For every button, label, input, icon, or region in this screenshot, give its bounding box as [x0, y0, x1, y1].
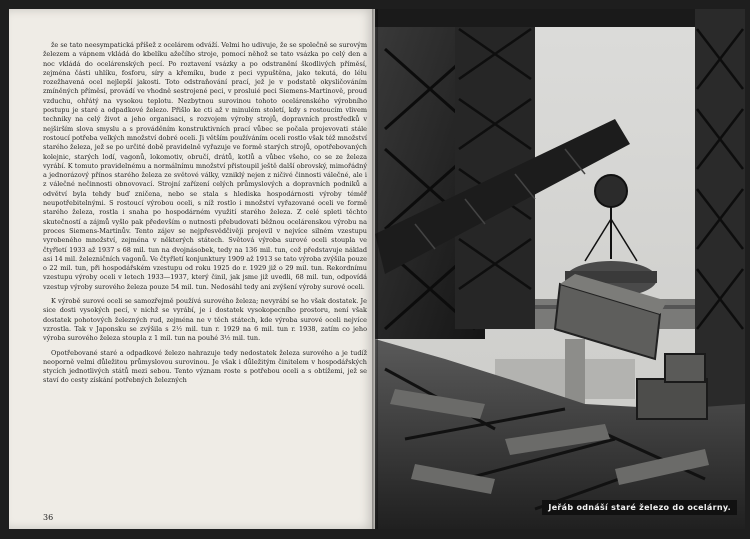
paragraph-3: Opotřebované staré a odpadkové železo nahrazuje tedy nedostatek železa surového a je tudíž neoporně velmi důležitou průmyslovou surovinou. Je však i důležitým činitelem v hospodářských stycích jednotlivých států mezi sebou. Tento význam roste s potřebou oceli a s obtížemi, jež se staví do cesty získání potřebných železných	[43, 348, 367, 385]
right-page-photo	[375, 9, 745, 529]
photo-caption: Jeřáb odnáší staré železo do ocelárny.	[542, 500, 737, 515]
paragraph-1: že se tato neesympatická příšež z ocelárem odváží. Velmi ho udivuje, že se společně se surovým železem a vápnem vkládá do kbelíku ažečího stroje, pomocí něhož se tato vsázka po celý den a noc vkládá do ocelárenských pecí. Po roztavení vsázky a po odstranění škodlivých příměsí, zejména části uhlíku, fosforu, síry a křemíku, bude z peci vypuštěna, jako tekutá, do lélu rozežhavená ocel nejlepší jakosti. Toto odstraňování prací, jež je v podstatě okysličováním zmíněných příměsí, provádí ve vhodně sestrojené peci, v prosluié peci Siemens-Martinově, proud vzduchu, ohřátý na vysokou teplotu. Nezbytnou surovinou tohoto ocelárenského výrobního postupu je staré a odpadkové železo. Přišlo ke cti až v minulém století, kdy s rostoucím vlivem techniky na celý život a jeho organisaci, s rozvojem výroby strojů, dopravních prostředků v nejširším slova smyslu a s prováděním konstruktivních prací vůbec se počala projevovati stále rostoucí potřeba velkých množství dobré oceli. Ji větším používáním oceli rostlo však též množství starého železa, jež se po určité době pravidelně vyřazuje ve formě starých strojů, opotřebovaných kolejnic, starých lodí, vagonů, lokomotiv, obručí, drátů, kotlů a vůbec všeho, co se ze železa vyrábí. K tomuto pravidelnému a normálnímu množství přistoupil ještě další obrovský, mimořádný a jednorázový přínos starého železa ze světové války, vzniklý nejen z ničivé činnosti válečné, ale i z válečné nečinnosti obnovovací. Strojní zařízení celých průmyslových a dopravních podniků a odvětví byla tehdy buď zničena, nebo se stala s hlediska hospodárnosti výroby téměř neupotřebitelnými. S rostoucí výrobou oceli, s níž rostlo i množství vyřazované oceli ve formě starého železa, rostla i snaha po hospodárném využití starého železa. Z celé spleti těchto skutečností a zájmů vyšlo pak především o nutnosti přebudovati běžnou ocelárenskou výrobu na proces Siemens-Martinův. Tento zájev se nejpřesvědčivěji projevil v nejvíce silném vzestupu vyrobeného množství, zejména v některých státech. Světová výroba surové oceli stoupla ve čtyřletí 1933 až 1937 s 68 mil. tun na dvojnásobek, tedy na 136 mil. tun, což představuje náklad asi 14 mil. železničních vagonů. Ve čtyřletí konjunktury 1909 až 1913 se tato výroba zvýšila pouze o 22 mil. tun, při hospodářském vzestupu od roku 1925 do r. 1929 již o 29 mil. tun. Rekordnímu vzestupu výroby oceli v letech 1933—1937, který činil, jak jsme již uvedli, 68 mil. tun, odpovídá vzestup výroby surového železa pouze 54 mil. tun. Nedosáhl tedy ani zvýšení výroby surové oceli.	[43, 41, 368, 291]
left-page	[9, 9, 375, 529]
body-text	[43, 41, 367, 386]
page-number: 36	[43, 513, 54, 522]
paragraph-2: K výrobě surové oceli se samozřejmě používá surového železa; nevyrábí se ho však dostatek. Je sice dosti vysokých pecí, v nichž se vyrábí, je i dostatek vysokopecního prostoru, není však dostatek pohotových železných rud, zejména ne v těch státech, kde výroba surové oceli nejvíce vzrostla. Tak v Japonsku se zvýšila s 2½ mil. tun r. 1929 na 6 mil. tun r. 1938, zatím co jeho výroba surového železa stoupla z 1 mil. tun na pouhé 3½ mil. tun.	[43, 297, 367, 343]
book-gutter	[372, 9, 378, 529]
crane-photo	[375, 9, 745, 529]
